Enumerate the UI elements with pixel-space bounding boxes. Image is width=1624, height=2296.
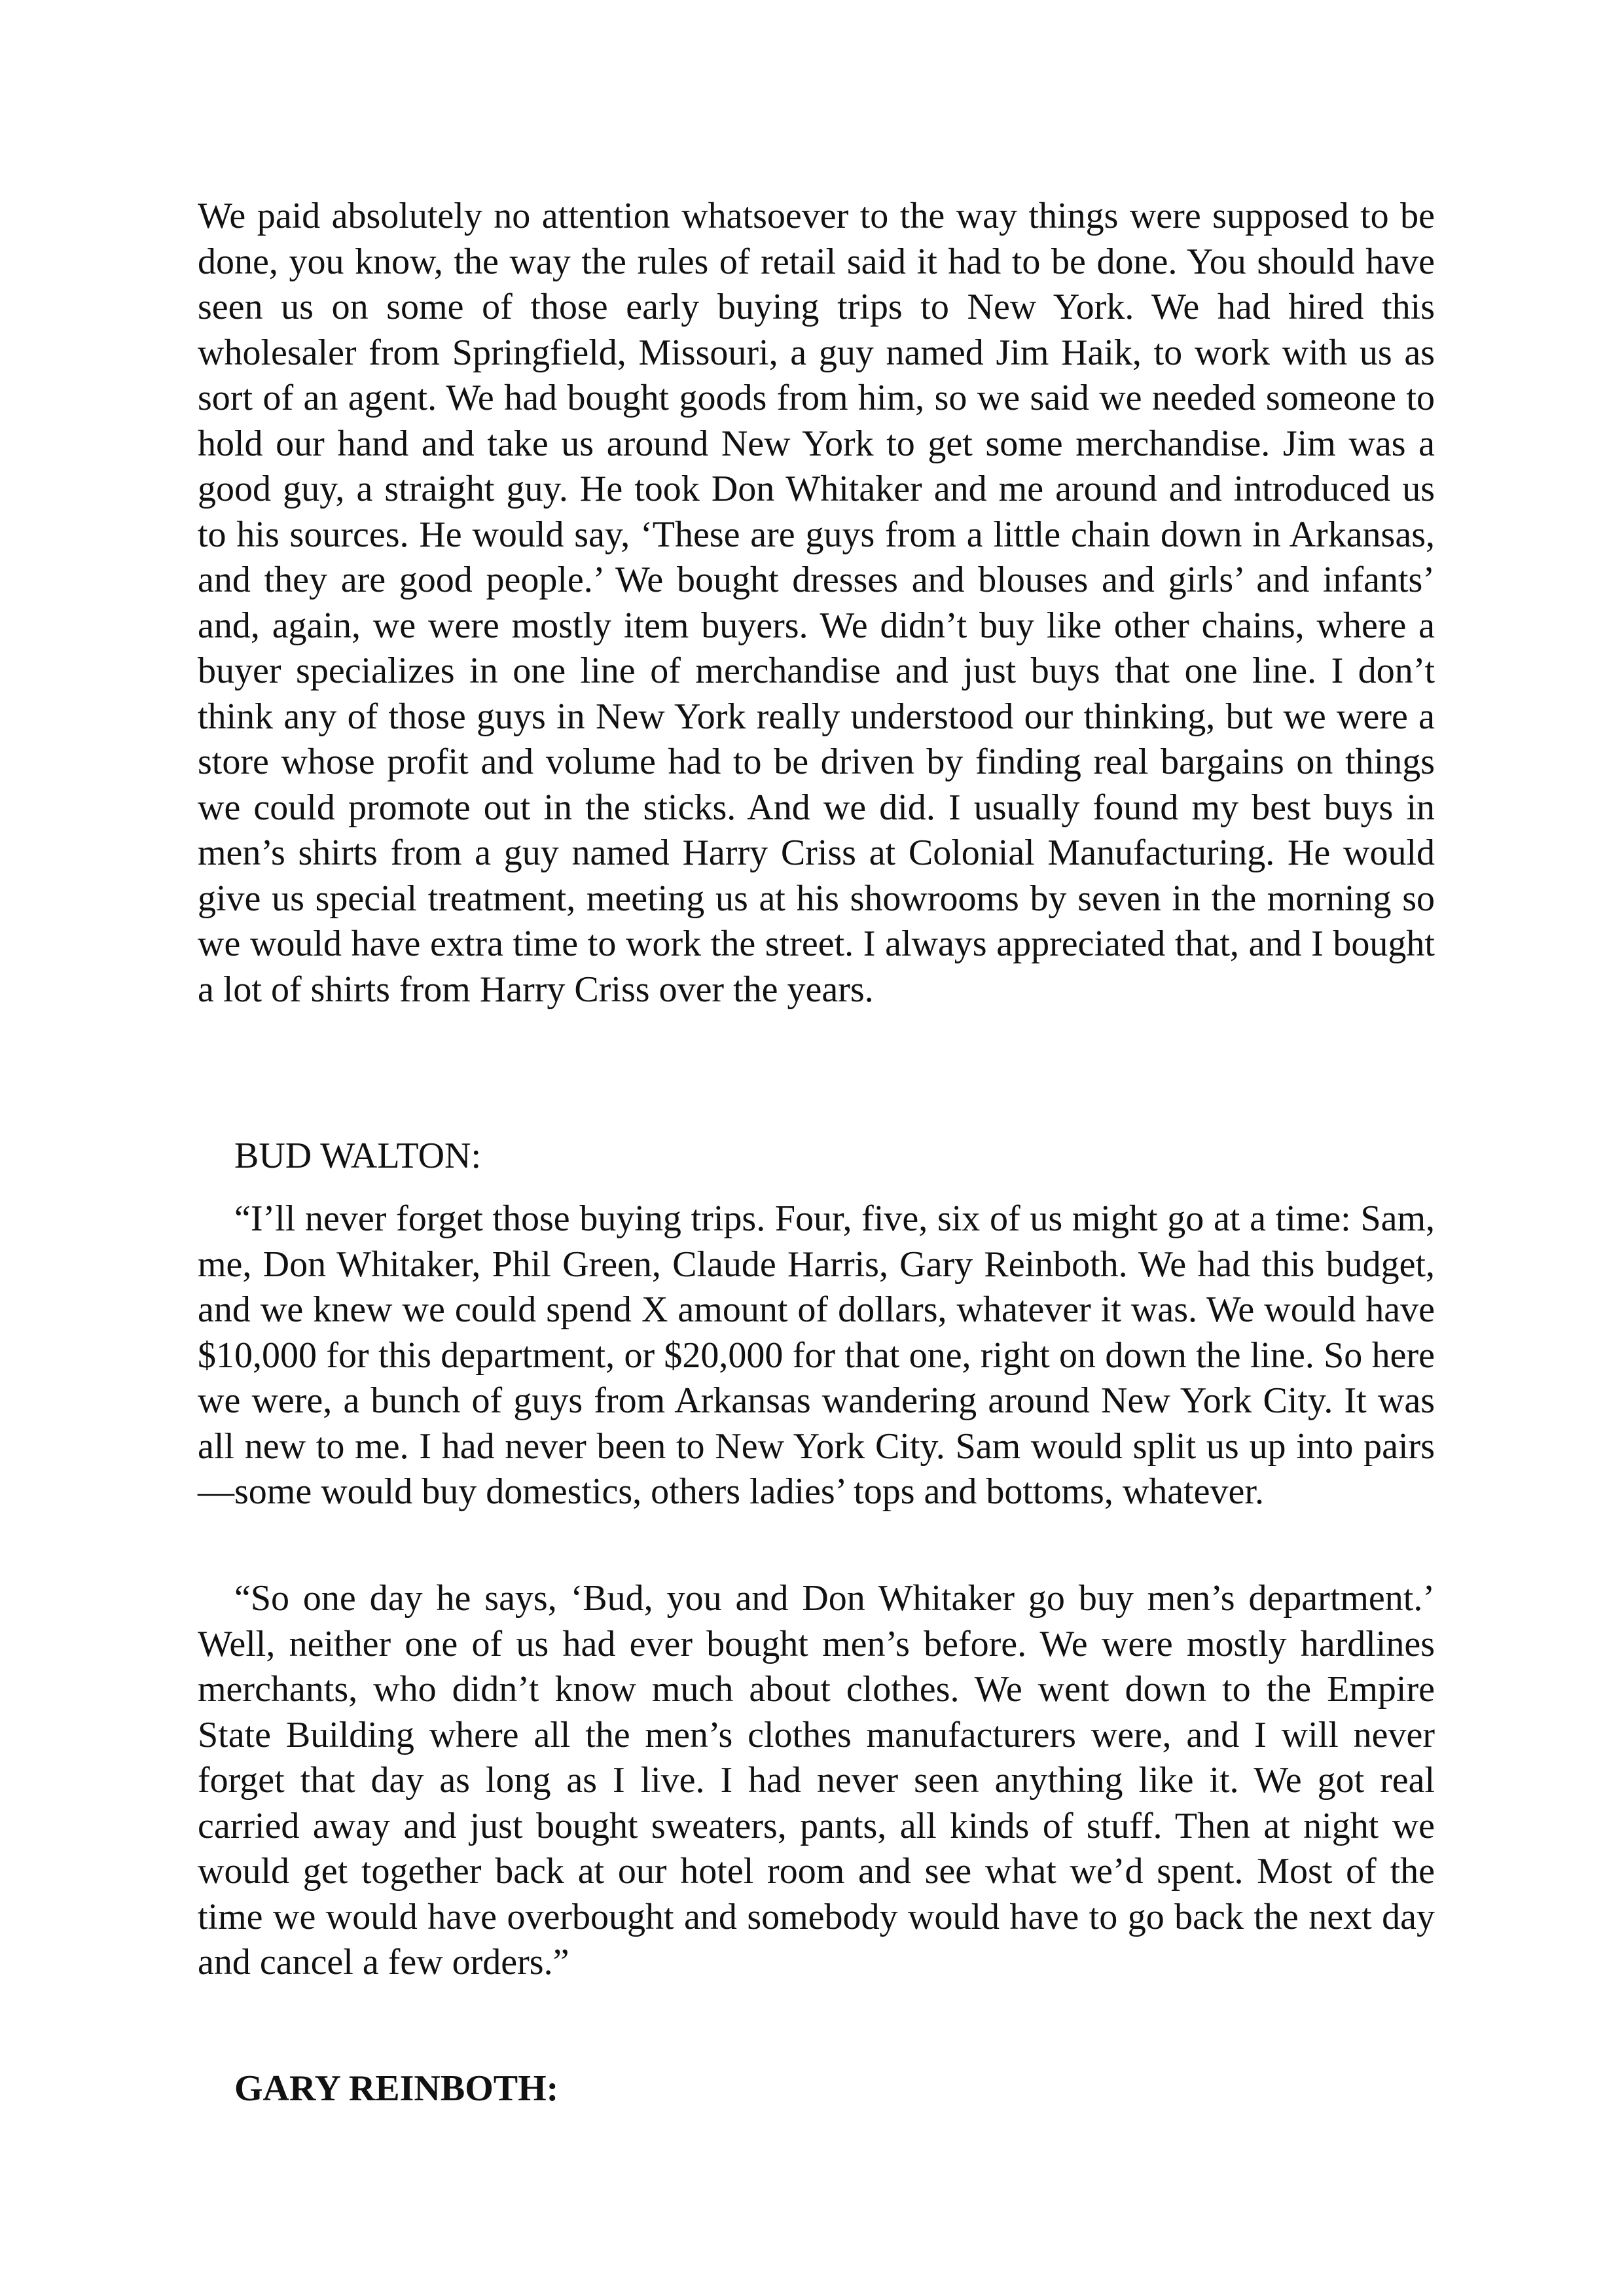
- bud-walton-quote-two: [198, 1576, 1435, 1986]
- speaker-heading-gary-reinboth: GARY REINBOTH:: [234, 2068, 559, 2109]
- opening-paragraph: [198, 194, 1435, 1013]
- speaker-heading-bud-walton: BUD WALTON:: [234, 1136, 482, 1176]
- bud-walton-quote-two-text: “So one day he says, ‘Bud, you and Don Whitaker go buy men’s department.’ Well, neither one of us had ever bought men’s before. We were mostly hardlines merchants, who didn’t know much about clothes. We went down to the Empire State Building where all the men’s clothes manufacturers were, and I will never forget that day as long as I live. I had never seen anything like it. We got real carried away and just bought sweaters, pants, all kinds of stuff. Then at night we would get together back at our hotel room and see what we’d spent. Most of the time we would have overbought and somebody would have to go back the next day and cancel a few orders.”: [198, 1578, 1435, 1982]
- bud-walton-quote-one-text: “I’ll never forget those buying trips. Four, five, six of us might go at a time: Sam, me, Don Whitaker, Phil Green, Claude Harris, Gary Reinboth. We had this budget, and we knew we could spend X amount of dollars, whatever it was. We would have $10,000 for this department, or $20,000 for that one, right on down the line. So here we were, a bunch of guys from Arkansas wandering around New York City. It was all new to me. I had never been to New York City. Sam would split us up into pairs—some would buy domestics, others ladies’ tops and bottoms, whatever.: [198, 1198, 1435, 1512]
- bud-walton-quote-one: [198, 1196, 1435, 1515]
- opening-paragraph-text: We paid absolutely no attention whatsoever to the way things were supposed to be done, you know, the way the rules of retail said it had to be done. You should have seen us on some of those early buying trips to New York. We had hired this wholesaler from Springfield, Missouri, a guy named Jim Haik, to work with us as sort of an agent. We had bought goods from him, so we said we needed someone to hold our hand and take us around New York to get some merchandise. Jim was a good guy, a straight guy. He took Don Whitaker and me around and introduced us to his sources. He would say, ‘These are guys from a little chain down in Arkansas, and they are good people.’ We bought dresses and blouses and girls’ and infants’ and, again, we were mostly item buyers. We didn’t buy like other chains, where a buyer specializes in one line of merchandise and just buys that one line. I don’t think any of those guys in New York really understood our thinking, but we were a store whose profit and volume had to be driven by finding real bargains on things we could promote out in the sticks. And we did. I usually found my best buys in men’s shirts from a guy named Harry Criss at Colonial Manufacturing. He would give us special treatment, meeting us at his showrooms by seven in the morning so we would have extra time to work the street. I always appreciated that, and I bought a lot of shirts from Harry Criss over the years.: [198, 196, 1435, 1010]
